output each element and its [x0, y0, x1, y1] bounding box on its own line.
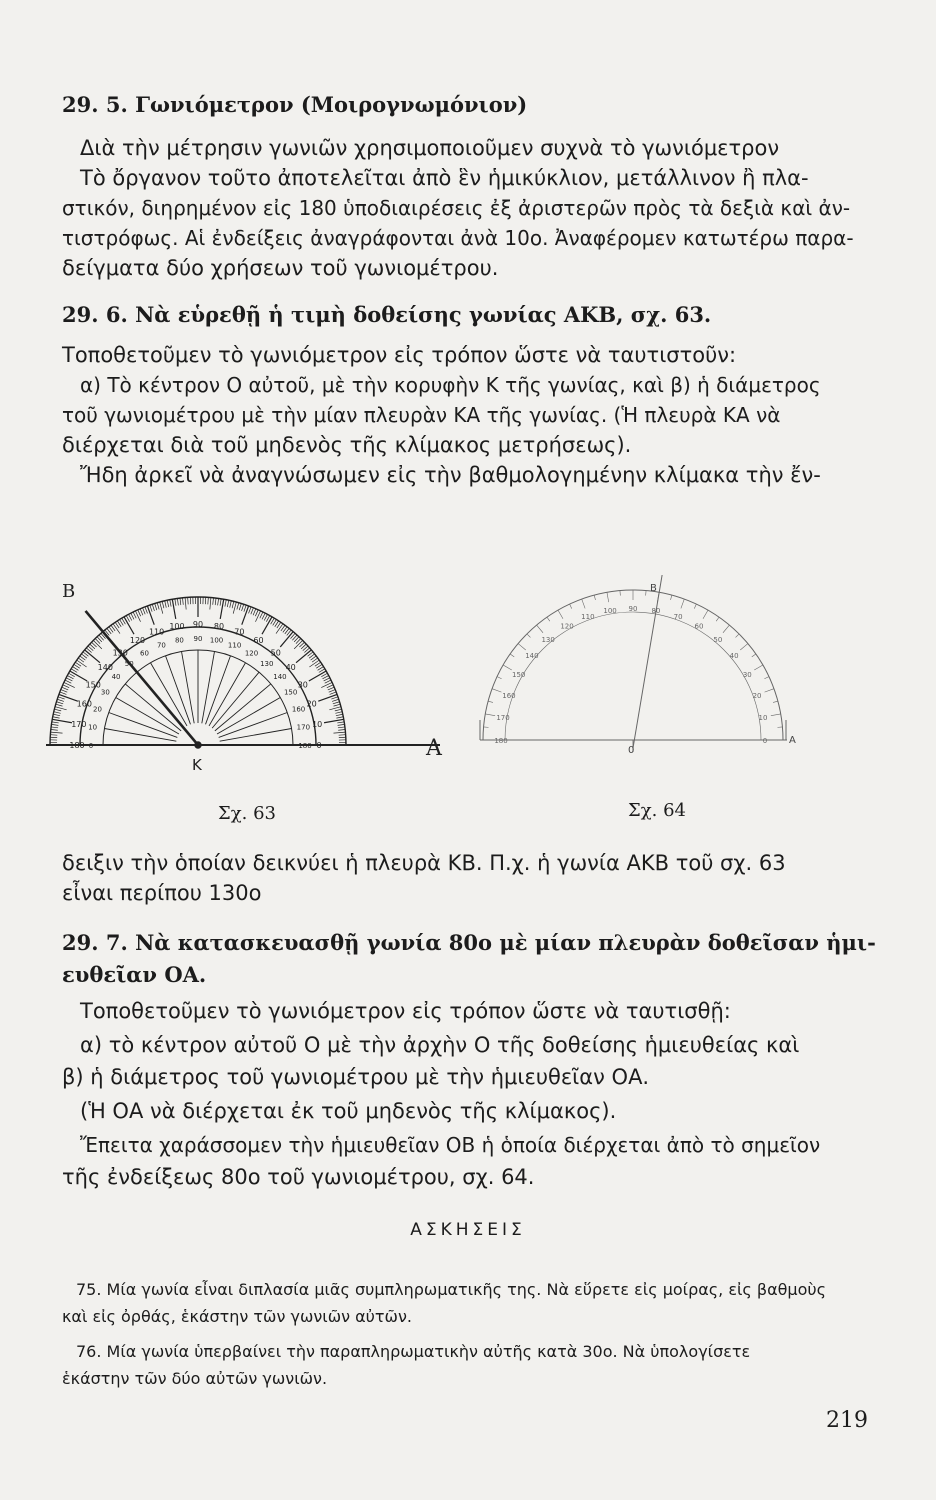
scale-tick [765, 689, 774, 692]
outer-scale-number: 150 [85, 680, 101, 690]
ray-ob [633, 575, 663, 748]
outer-scale-number: 160 [76, 699, 92, 709]
scale-tick [681, 599, 684, 608]
scale-tick [335, 709, 342, 711]
scale-tick [325, 680, 331, 683]
scale-tick [503, 665, 512, 670]
radial-line [104, 729, 176, 742]
inner-scale-number: 40 [111, 673, 121, 682]
scale-tick [280, 632, 293, 647]
scale-tick [135, 611, 140, 622]
scale-number: 150 [511, 671, 526, 679]
text-line: Ἔπειτα χαράσσομεν τὴν ἡμιευθεῖαν ΟΒ ἡ ὁποία διέρχεται ἀπὸ τὸ σημεῖον [80, 1133, 821, 1157]
scale-tick [113, 624, 120, 634]
section-7-title-line2: ευθεῖαν ΟΑ. [62, 962, 207, 987]
scale-number: 20 [752, 691, 762, 700]
scale-tick [336, 714, 343, 715]
scale-tick [771, 714, 781, 716]
scale-tick [558, 610, 563, 619]
label-o: 0 [628, 745, 635, 756]
scale-tick [337, 722, 344, 723]
page-number: 219 [826, 1408, 868, 1433]
scale-tick [93, 640, 101, 648]
scale-tick [53, 717, 60, 718]
scale-tick [64, 682, 75, 687]
scale-tick [740, 644, 748, 650]
scale-tick [150, 605, 152, 612]
scale-number: 30 [742, 671, 752, 679]
scale-tick [321, 682, 332, 687]
scale-tick [218, 598, 219, 605]
scale-tick [63, 685, 69, 688]
text-line: (Ἡ ΟΑ νὰ διέρχεται ἐκ τοῦ μηδενὸς τῆς κλίμακος). [80, 1099, 617, 1123]
scale-tick [332, 699, 339, 701]
scale-tick [518, 644, 526, 650]
outer-scale-number: 100 [169, 621, 185, 631]
figure-64-protractor [475, 575, 805, 775]
scale-tick [51, 730, 58, 731]
label-a: Α [426, 736, 442, 761]
scale-tick [547, 617, 550, 621]
scale-number: 130 [541, 635, 555, 644]
scale-tick [322, 676, 328, 679]
scale-number: 170 [496, 714, 510, 723]
text-line: δείγματα δύο χρήσεων τοῦ γωνιομέτρου. [62, 256, 499, 280]
scale-tick [333, 702, 340, 704]
scale-tick [175, 599, 176, 606]
scale-tick [594, 595, 595, 600]
radial-line [182, 651, 195, 723]
scale-tick [51, 727, 58, 728]
label-k: Κ [192, 756, 202, 774]
inner-scale-number: 100 [209, 636, 224, 645]
scale-tick [497, 677, 502, 679]
inner-scale-number: 10 [88, 723, 98, 732]
figure-64-caption: Σχ. 64 [628, 800, 686, 821]
scale-tick [328, 687, 334, 690]
scale-tick [185, 598, 186, 610]
text-line: α) Τὸ κέντρον Ο αὐτοῦ, μὲ τὴν κορυφὴν Κ τῆς γωνίας, καὶ β) ἡ διάμετρος [80, 373, 821, 397]
section-7-body [62, 996, 868, 1192]
scale-tick [262, 613, 265, 619]
scale-tick [145, 607, 148, 614]
scale-number: 50 [713, 635, 723, 644]
label-a: Α [789, 735, 796, 746]
scale-tick [52, 722, 59, 723]
outer-scale-number: 40 [285, 663, 296, 673]
inner-arc [505, 612, 761, 740]
scale-tick [233, 602, 236, 614]
scale-tick [703, 610, 708, 619]
scale-tick [764, 677, 769, 679]
radial-line [220, 729, 292, 742]
scale-tick [251, 608, 254, 614]
scale-tick [736, 634, 740, 638]
outer-scale-number: 130 [112, 648, 128, 658]
scale-tick [492, 689, 501, 692]
scale-number: 70 [673, 612, 683, 621]
scale-tick [527, 634, 531, 638]
section-5-title: 29. 5. Γωνιόμετρον (Μοιρογνωμόνιον) [62, 92, 528, 117]
inner-scale-number: 140 [273, 673, 287, 682]
scale-tick [65, 680, 71, 683]
inner-scale-number: 160 [291, 705, 306, 714]
inner-scale-number: 120 [244, 649, 259, 658]
scale-tick [334, 704, 341, 706]
scale-tick [58, 697, 65, 699]
scale-tick [157, 603, 159, 610]
scale-tick [210, 598, 211, 610]
text-line: Διὰ τὴν μέτρησιν γωνιῶν χρησιμοποιοῦμεν συχνὰ τὸ γωνιόμετρον [80, 136, 780, 160]
scale-tick [67, 676, 73, 679]
scale-tick [62, 687, 68, 690]
radial-line [109, 713, 178, 738]
inner-scale-number: 80 [174, 636, 184, 645]
scale-tick [239, 603, 241, 610]
scale-number: 0 [762, 737, 768, 745]
exercise-line: καὶ εἰς ὀρθάς, ἑκάστην τῶν γωνιῶν αὐτῶν. [62, 1307, 412, 1326]
outer-scale-number: 170 [71, 719, 87, 729]
text-line: Ἤδη ἀρκεῖ νὰ ἀναγνώσωμεν εἰς τὴν βαθμολογημένην κλίμακα τὴν ἔν- [80, 463, 821, 487]
scale-tick [138, 610, 141, 616]
scale-tick [162, 601, 164, 608]
inner-scale-number: 110 [227, 641, 242, 650]
scale-tick [177, 598, 178, 605]
scale-tick [333, 732, 345, 733]
scale-tick [338, 730, 345, 731]
outer-scale-number: 50 [270, 648, 281, 658]
scale-tick [335, 712, 342, 714]
inner-scale-number: 0 [88, 742, 94, 750]
exercises-list [62, 1276, 868, 1392]
scale-tick [570, 604, 572, 609]
scale-tick [296, 650, 311, 663]
scale-tick [56, 704, 63, 706]
scale-tick [237, 603, 239, 610]
scale-tick [338, 727, 345, 728]
scale-tick [338, 724, 345, 725]
scale-number: 40 [729, 652, 739, 661]
outer-scale-number: 60 [253, 636, 264, 646]
scale-tick [180, 598, 181, 605]
outer-scale-number: 140 [97, 663, 113, 673]
scale-tick [723, 625, 729, 633]
after-figure-text [62, 848, 868, 908]
scale-tick [294, 640, 302, 648]
section-7-title-line1: 29. 7. Νὰ κατασκευασθῇ γωνία 80ο μὲ μίαν πλευρὰν δοθεῖσαν ἡμι- [62, 930, 876, 955]
text-line: β) ἡ διάμετρος τοῦ γωνιομέτρου μὲ τὴν ἡμιευθεῖαν ΟΑ. [62, 1065, 650, 1089]
scale-number: 180 [494, 737, 508, 745]
scale-tick [329, 690, 335, 693]
scale-tick [232, 601, 234, 608]
scale-tick [255, 610, 258, 616]
text-line: Τοποθετοῦμεν τὸ γωνιόμετρον εἰς τρόπον ὥστε νὰ ταυτιστοῦν: [62, 343, 737, 367]
exercises-heading: ΑΣΚΗΣΕΙΣ [410, 1220, 526, 1240]
scale-tick [694, 604, 696, 609]
scale-tick [607, 592, 609, 602]
scale-tick [264, 614, 267, 620]
scale-number: 140 [525, 652, 539, 661]
section-6-title: 29. 6. Νὰ εὑρεθῇ ἡ τιμὴ δοθείσης γωνίας ΑΚΒ, σχ. 63. [62, 302, 712, 327]
scale-tick [54, 712, 61, 714]
inner-scale-number: 180 [298, 742, 312, 750]
inner-scale-number: 170 [296, 723, 311, 732]
exercise-line: ἑκάστην τῶν δύο αὐτῶν γωνιῶν. [62, 1369, 328, 1388]
scale-tick [255, 611, 260, 622]
scale-tick [60, 692, 67, 695]
outer-scale-number: 120 [129, 636, 146, 646]
scale-tick [54, 709, 61, 711]
text-line: Τὸ ὄργανον τοῦτο ἀποτελεῖται ἀπὸ ἓν ἡμικύκλιον, μετάλλινον ἢ πλα- [80, 166, 809, 190]
scale-number: 160 [502, 691, 516, 700]
text-line: τοῦ γωνιομέτρου μὲ τὴν μίαν πλευρὰν ΚΑ τῆς γωνίας. (Ἡ πλευρὰ ΚΑ νὰ [62, 403, 781, 427]
outer-scale-number: 10 [312, 719, 323, 729]
outer-scale-number: 30 [297, 680, 308, 690]
radial-line [206, 656, 231, 725]
scale-tick [213, 598, 214, 605]
inner-scale-number: 50 [124, 660, 134, 669]
scale-tick [152, 604, 154, 611]
scale-tick [129, 614, 132, 620]
inner-scale-number: 60 [140, 649, 149, 658]
scale-tick [183, 598, 184, 605]
section-5-body [62, 133, 868, 283]
scale-tick [77, 660, 87, 667]
figure-63-caption: Σχ. 63 [218, 803, 276, 824]
scale-tick [133, 612, 136, 618]
scale-tick [55, 707, 67, 710]
scale-tick [331, 697, 338, 699]
scale-tick [160, 602, 163, 614]
text-line: τῆς ἐνδείξεως 80ο τοῦ γωνιομέτρου, σχ. 64. [62, 1165, 535, 1189]
scale-tick [167, 600, 168, 607]
scale-tick [253, 609, 256, 615]
scale-tick [754, 665, 763, 670]
scale-number: 100 [603, 607, 617, 616]
outer-scale-number: 110 [148, 627, 165, 637]
scale-tick [510, 654, 514, 657]
scale-tick [773, 701, 778, 702]
scale-tick [752, 654, 756, 657]
scale-tick [227, 600, 228, 607]
text-line: διέρχεται διὰ τοῦ μηδενὸς τῆς κλίμακος μετρήσεως). [62, 433, 632, 457]
inner-scale-number: 20 [92, 705, 102, 714]
scale-tick [165, 601, 167, 608]
scale-tick [140, 609, 143, 615]
inner-scale-number: 90 [193, 635, 203, 643]
scale-tick [485, 714, 495, 716]
scale-number: 120 [560, 622, 574, 631]
text-line: Τοποθετοῦμεν τὸ γωνιόμετρον εἰς τρόπον ὥστε νὰ ταυτισθῇ: [80, 999, 731, 1023]
inner-scale-number: 70 [156, 641, 166, 650]
exercise-line: 75. Μία γωνία εἶναι διπλασία μιᾶς συμπληρωματικῆς της. Νὰ εὕρετε εἰς μοίρας, εἰς βαθμοὺς [76, 1280, 827, 1299]
scale-tick [131, 613, 134, 619]
scale-tick [488, 701, 493, 702]
inner-scale-number: 150 [283, 688, 298, 697]
scale-tick [124, 617, 134, 634]
scale-tick [70, 671, 87, 681]
text-line: α) τὸ κέντρον αὐτοῦ Ο μὲ τὴν ἀρχὴν Ο τῆς δοθείσης ἡμιευθείας καὶ [80, 1033, 800, 1057]
text-line: δειξιν τὴν ὁποίαν δεικνύει ἡ πλευρὰ ΚΒ. Π.χ. ἡ γωνία ΑΚΒ τοῦ σχ. 63 [62, 851, 786, 875]
center-point [195, 742, 201, 748]
scale-tick [309, 671, 326, 681]
scale-number: 80 [651, 607, 661, 616]
scale-tick [225, 600, 226, 607]
scale-tick [330, 692, 337, 695]
scale-tick [230, 601, 232, 608]
scale-number: 10 [758, 714, 768, 723]
scale-tick [327, 685, 333, 688]
scale-tick [329, 707, 341, 710]
figure-63-protractor [40, 575, 460, 775]
scale-tick [262, 617, 272, 634]
scale-tick [220, 599, 221, 606]
scale-tick [215, 598, 216, 605]
inner-scale-number: 30 [100, 688, 110, 697]
scale-tick [260, 612, 263, 618]
scale-tick [309, 660, 319, 667]
scale-tick [582, 599, 585, 608]
label-b: Β [62, 581, 76, 602]
scale-number: 90 [628, 605, 638, 613]
scale-tick [66, 678, 72, 681]
scale-tick [57, 699, 64, 701]
scale-tick [155, 603, 157, 610]
scale-tick [242, 604, 244, 611]
scale-tick [51, 724, 58, 725]
scale-tick [244, 605, 246, 612]
outer-scale-number: 0 [316, 741, 322, 750]
radial-line [202, 651, 215, 723]
scale-tick [51, 732, 63, 733]
scale-number: 110 [581, 612, 595, 621]
scale-tick [170, 600, 171, 607]
scale-tick [716, 617, 719, 621]
scale-tick [537, 625, 543, 633]
outer-scale-number: 80 [213, 621, 225, 631]
scale-tick [143, 608, 146, 614]
inner-scale-number: 130 [260, 660, 274, 669]
scale-tick [249, 607, 252, 614]
text-line: εἶναι περίπου 130ο [62, 881, 262, 905]
scale-tick [61, 690, 67, 693]
label-b: Β [650, 583, 657, 594]
radial-line [166, 656, 191, 725]
scale-tick [671, 595, 672, 600]
outer-scale-number: 20 [306, 699, 317, 709]
section-6-body [62, 340, 868, 490]
outer-scale-number: 70 [234, 627, 245, 637]
scale-tick [276, 624, 283, 634]
scale-tick [53, 714, 60, 715]
text-line: στικόν, διηρημένον εἰς 180 ὑποδιαιρέσεις ἐξ ἀριστερῶν πρὸς τὰ δεξιὰ καὶ ἀν- [62, 196, 851, 220]
radial-line [219, 713, 288, 738]
scale-tick [336, 717, 343, 718]
scale-number: 60 [694, 622, 704, 631]
exercise-line: 76. Μία γωνία ὑπερβαίνει τὴν παραπληρωματικὴν αὐτῆς κατὰ 30ο. Νὰ ὑπολογίσετε [76, 1342, 751, 1361]
outer-scale-number: 90 [192, 620, 204, 629]
outer-scale-number: 180 [69, 741, 85, 750]
text-line: τιστρόφως. Αἱ ἐνδείξεις ἀναγράφονται ἀνὰ 10ο. Ἀναφέρομεν κατωτέρω παρα- [62, 226, 854, 250]
scale-tick [85, 650, 100, 663]
scale-tick [324, 678, 330, 681]
scale-tick [56, 702, 63, 704]
